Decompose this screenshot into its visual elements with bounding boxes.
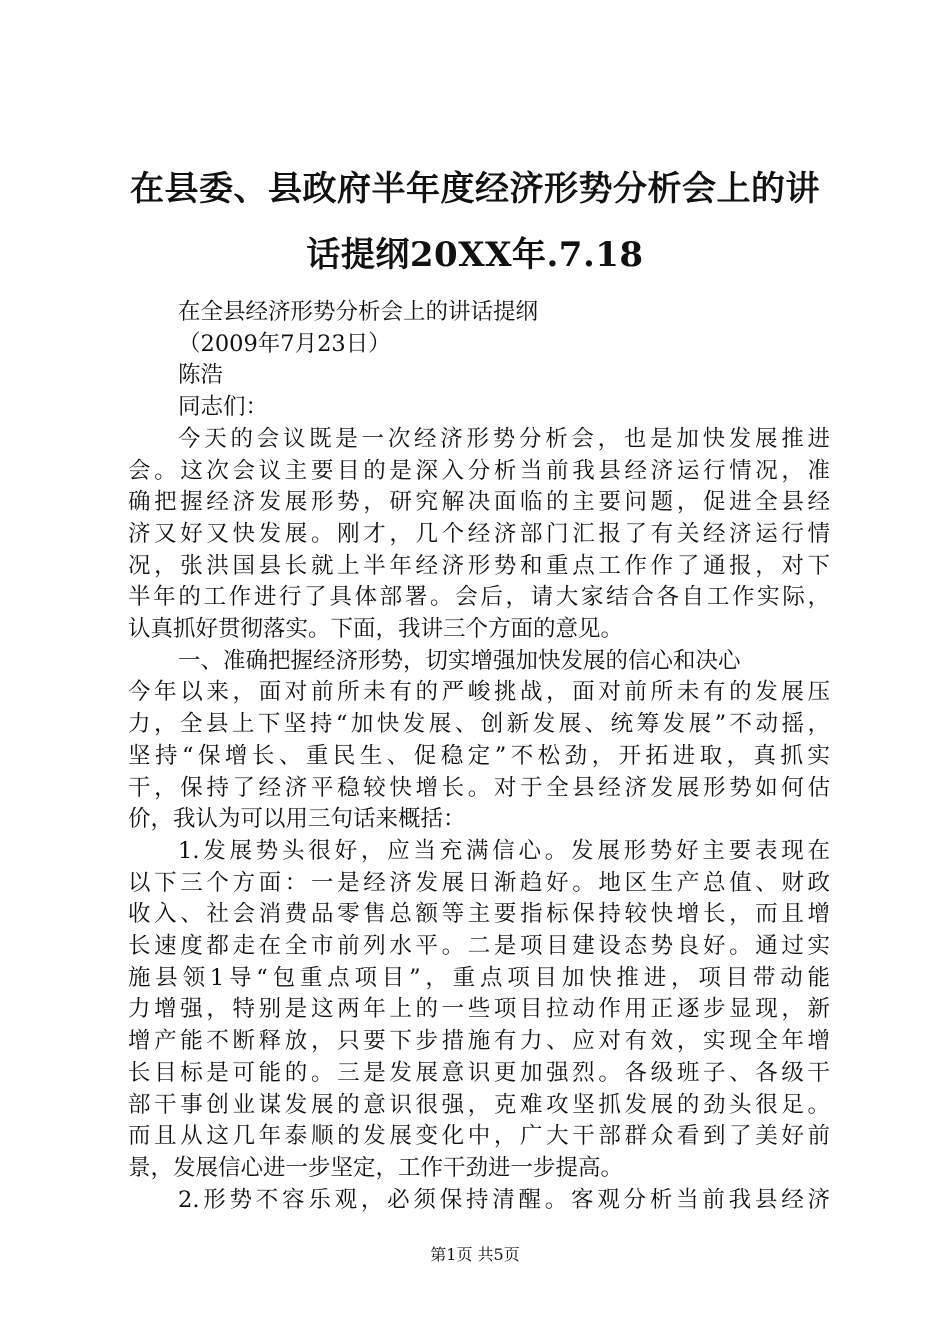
body-line: 坚持“保增长、重民生、促稳定”不松劲，开拓进取，真抓实 [128, 742, 830, 769]
body-line: 力，全县上下坚持“加快发展、创新发展、统筹发展”不动摇， [128, 711, 830, 738]
body-line: 今天的会议既是一次经济形势分析会，也是加快发展推进 [178, 425, 830, 452]
title-line-1: 在县委、县政府半年度经济形势分析会上的讲 [130, 169, 820, 209]
speaker-name: 陈浩 [178, 362, 224, 389]
body-line: 济又好又快发展。刚才，几个经济部门汇报了有关经济运行情 [128, 520, 830, 547]
body-line: 收入、社会消费品零售总额等主要指标保持较快增长，而且增 [128, 901, 830, 928]
body-line: 景，发展信心进一步坚定，工作干劲进一步提高。 [128, 1154, 624, 1181]
body-line: 确把握经济发展形势，研究解决面临的主要问题，促进全县经 [128, 489, 830, 516]
body-line: 而且从这几年泰顺的发展变化中，广大干部群众看到了美好前 [128, 1123, 830, 1150]
document-title [100, 156, 850, 288]
body-line: 半年的工作进行了具体部署。会后，请大家结合各自工作实际， [128, 584, 830, 611]
body-line: 认真抓好贯彻落实。下面，我讲三个方面的意见。 [128, 616, 624, 643]
body-line: 增产能不断释放，只要下步措施有力、应对有效，实现全年增 [128, 1028, 830, 1055]
body-line: 部干事创业谋发展的意识很强，克难攻坚抓发展的劲头很足。 [128, 1091, 830, 1118]
body-line: 长速度都走在全市前列水平。二是项目建设态势良好。通过实 [128, 933, 830, 960]
body-line: 2.形势不容乐观，必须保持清醒。客观分析当前我县经济 [178, 1186, 830, 1213]
body-line: 今年以来，面对前所未有的严峻挑战，面对前所未有的发展压 [128, 679, 830, 706]
body-line: 1.发展势头很好，应当充满信心。发展形势好主要表现在 [178, 837, 830, 864]
document-body [128, 297, 830, 1216]
title-line-2: 话提纲20XX年.7.18 [306, 235, 644, 275]
body-line: 以下三个方面：一是经济发展日渐趋好。地区生产总值、财政 [128, 869, 830, 896]
body-line: 价，我认为可以用三句话来概括： [128, 806, 466, 833]
body-line: 力增强，特别是这两年上的一些项目拉动作用正逐步显现，新 [128, 996, 830, 1023]
salutation: 同志们： [178, 394, 269, 421]
body-line: 干，保持了经济平稳较快增长。对于全县经济发展形势如何估 [128, 774, 830, 801]
body-line: 况，张洪国县长就上半年经济形势和重点工作作了通报，对下 [128, 552, 830, 579]
body-line: 会。这次会议主要目的是深入分析当前我县经济运行情况，准 [128, 457, 830, 484]
body-line: 施县领1导“包重点项目”，重点项目加快推进，项目带动能 [128, 964, 830, 991]
body-line: 长目标是可能的。三是发展意识更加强烈。各级班子、各级干 [128, 1059, 830, 1086]
subtitle: 在全县经济形势分析会上的讲话提纲 [178, 299, 539, 325]
section-heading-1: 一、准确把握经济形势，切实增强加快发展的信心和决心 [178, 647, 741, 674]
page-footer: 第1页 共5页 [430, 1245, 520, 1264]
speech-date: （2009年7月23日） [178, 330, 391, 357]
